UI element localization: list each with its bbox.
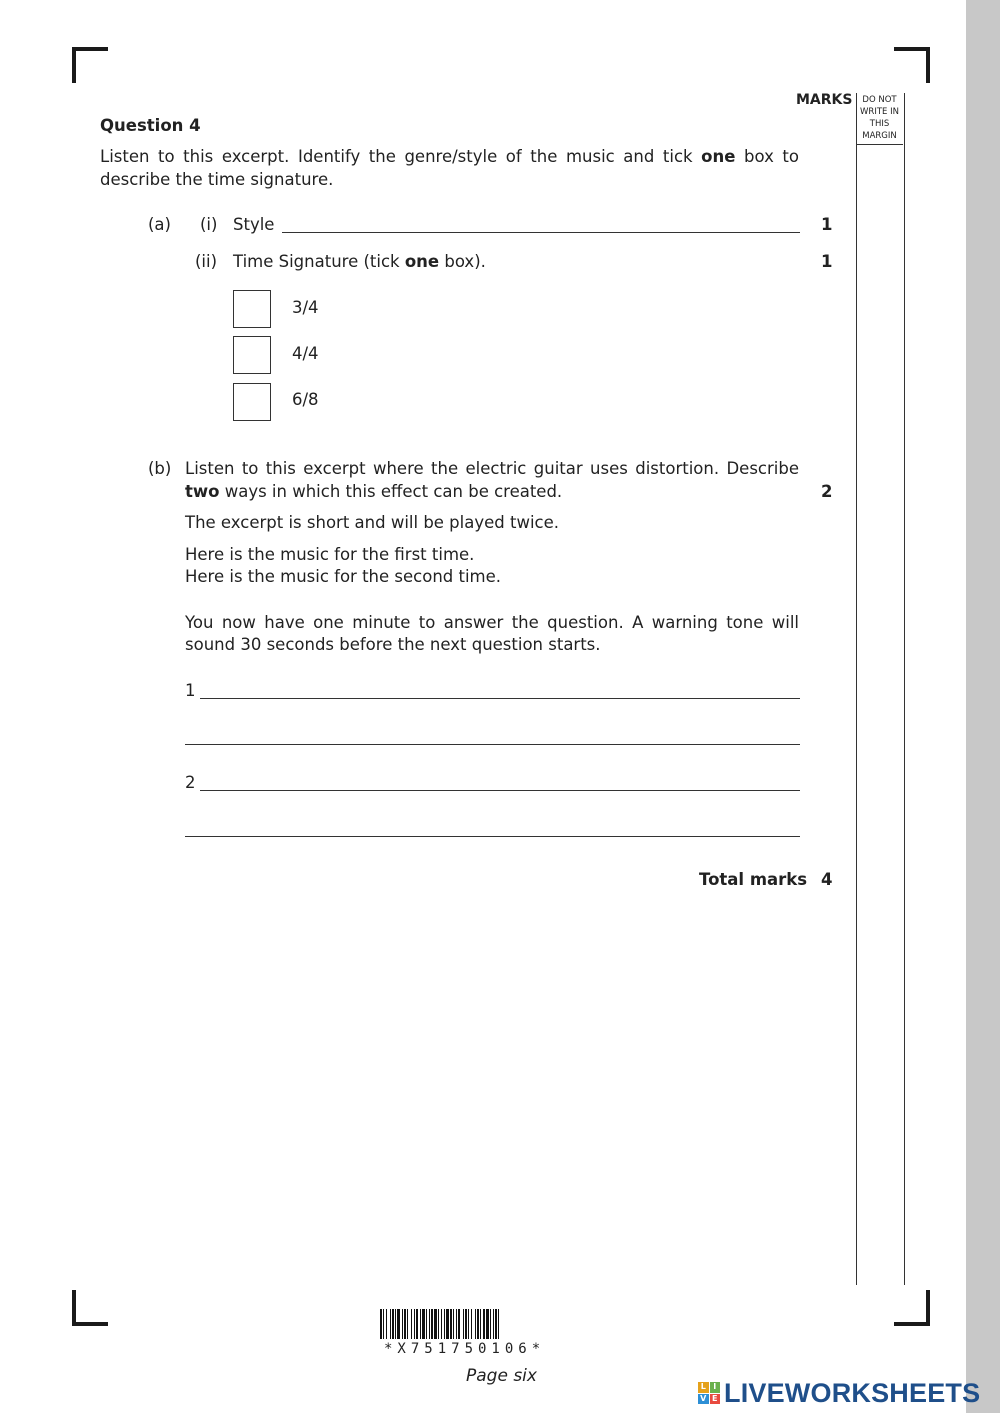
question-intro-line2: describe the time signature.	[100, 170, 334, 189]
brand-name: LIVEWORKSHEETS	[724, 1377, 981, 1408]
liveworksheets-logo-icon: L I V E	[698, 1382, 720, 1404]
crop-mark-bottom-left	[72, 1290, 108, 1326]
option-3-4: 3/4	[292, 298, 319, 317]
barcode-text: *X751750106*	[384, 1341, 546, 1357]
option-6-8: 6/8	[292, 390, 319, 409]
question-title: Question 4	[100, 116, 201, 135]
margin-column	[856, 93, 905, 1285]
minute-note-line1: You now have one minute to answer the question. A warning tone will	[185, 613, 799, 632]
marks-label: MARKS	[796, 92, 853, 108]
part-b-line2: two ways in which this effect can be created.	[185, 482, 563, 501]
part-a-i-marks: 1	[821, 215, 833, 234]
tickbox-4-4[interactable]	[233, 336, 271, 374]
part-b-marks: 2	[821, 482, 833, 501]
part-a-ii-marks: 1	[821, 252, 833, 271]
page-number: Page six	[466, 1366, 537, 1386]
question-intro-line1: Listen to this excerpt. Identify the genre/style of the music and tick one box to	[100, 147, 799, 166]
crop-mark-top-right	[894, 47, 930, 83]
excerpt-note: The excerpt is short and will be played twice.	[185, 513, 560, 532]
answer-line-2b[interactable]	[185, 836, 800, 837]
answer-line-2a[interactable]	[200, 790, 800, 791]
liveworksheets-brand	[698, 1378, 980, 1408]
answer-label-2: 2	[185, 773, 196, 792]
crop-mark-top-left	[72, 47, 108, 83]
part-a-ii-label: (ii)	[195, 252, 218, 271]
total-marks-label: Total marks	[699, 870, 808, 889]
side-strip	[966, 0, 1000, 1413]
crop-mark-bottom-right	[894, 1290, 930, 1326]
barcode	[380, 1309, 616, 1339]
part-a-i-label: (i)	[200, 215, 218, 234]
answer-line-1b[interactable]	[185, 744, 800, 745]
second-time-note: Here is the music for the second time.	[185, 567, 502, 586]
total-marks-value: 4	[821, 870, 833, 889]
minute-note-line2: sound 30 seconds before the next question starts.	[185, 635, 601, 654]
tickbox-6-8[interactable]	[233, 383, 271, 421]
margin-note: DO NOT WRITE IN THIS MARGIN	[856, 93, 903, 145]
part-b-line1: Listen to this excerpt where the electric guitar uses distortion. Describe	[185, 459, 799, 478]
first-time-note: Here is the music for the first time.	[185, 545, 475, 564]
answer-line-1a[interactable]	[200, 698, 800, 699]
tickbox-3-4[interactable]	[233, 290, 271, 328]
part-a-label: (a)	[148, 215, 171, 234]
part-b-label: (b)	[148, 459, 172, 478]
option-4-4: 4/4	[292, 344, 319, 363]
style-answer-line[interactable]	[282, 232, 800, 233]
style-label: Style	[233, 215, 275, 234]
answer-label-1: 1	[185, 681, 196, 700]
time-signature-prompt: Time Signature (tick one box).	[233, 252, 486, 271]
